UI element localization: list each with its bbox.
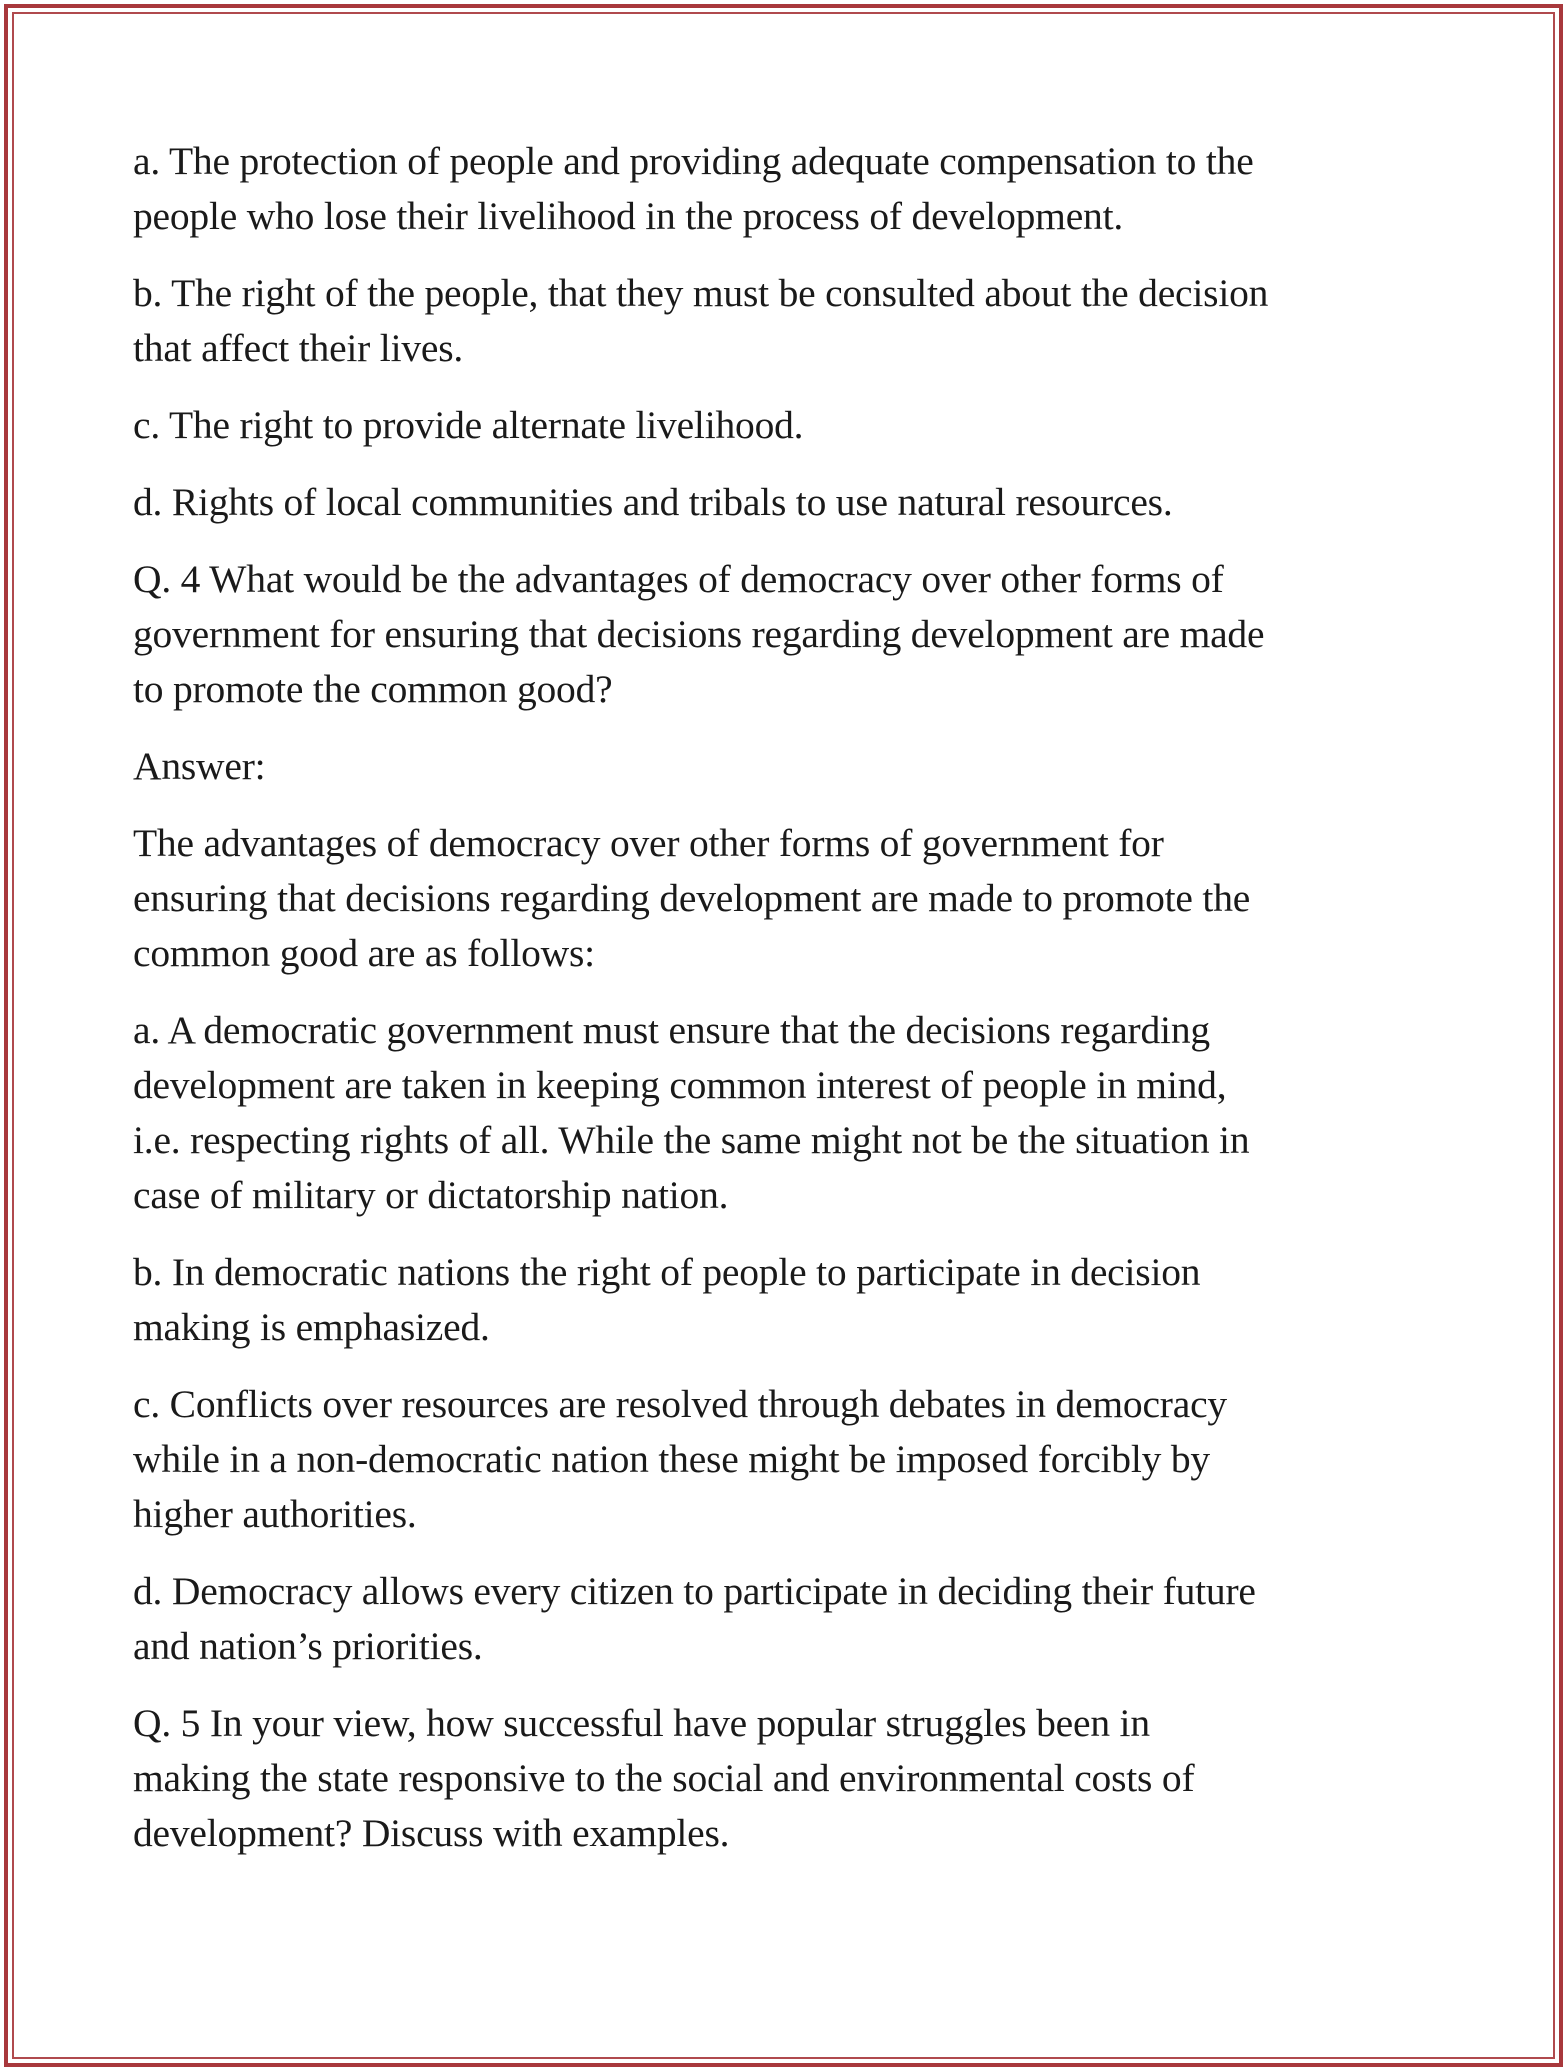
answer-option-b: b. The right of the people, that they must be consulted about the decision that affect their lives. xyxy=(133,271,1269,370)
question-4: Q. 4 What would be the advantages of democracy over other forms of government for ensuring that decisions regarding development are made to promote the common good? xyxy=(133,557,1265,711)
answer-option-a: a. The protection of people and providing adequate compensation to the people who lose their livelihood in the process of development. xyxy=(133,139,1254,238)
answer-intro: The advantages of democracy over other forms of government for ensuring that decisions regarding development are made to promote the common good are as follows: xyxy=(133,821,1251,975)
answer-point-b: b. In democratic nations the right of people to participate in decision making is emphasized. xyxy=(133,1250,1201,1349)
answer-label: Answer: xyxy=(133,744,266,788)
answer-option-c: c. The right to provide alternate livelihood. xyxy=(133,403,804,447)
answer-point-a: a. A democratic government must ensure that the decisions regarding development are taken in keeping common interest of people in mind, i.e. respecting rights of all. While the same might not be the situation in case of military or dictatorship nation. xyxy=(133,1008,1250,1217)
question-5: Q. 5 In your view, how successful have popular struggles been in making the state responsive to the social and environmental costs of development? Discuss with examples. xyxy=(133,1701,1195,1855)
answer-option-d: d. Rights of local communities and tribals to use natural resources. xyxy=(133,480,1173,524)
answer-point-c: c. Conflicts over resources are resolved through debates in democracy while in a non-democratic nation these might be imposed forcibly by higher authorities. xyxy=(133,1382,1227,1536)
document-body xyxy=(133,134,1443,1883)
answer-point-d: d. Democracy allows every citizen to participate in deciding their future and nation’s priorities. xyxy=(133,1569,1256,1668)
